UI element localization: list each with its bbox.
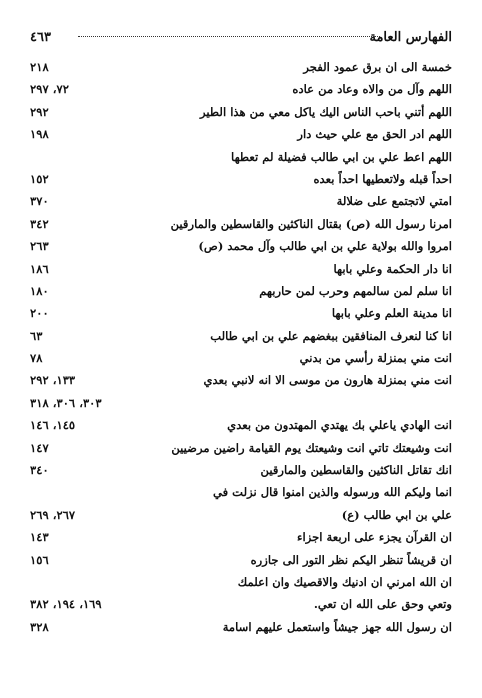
entry-pages: ١٨٠	[30, 283, 49, 298]
index-entry	[30, 414, 452, 436]
entry-text: اللهم وآل من والاه وعاد من عاده	[292, 82, 452, 97]
entry-text: اللهم اعط علي بن ابي طالب فضيلة لم تعطها	[231, 149, 452, 164]
entry-text: وتعي وحق على الله ان تعي.	[313, 597, 452, 612]
index-entry	[30, 146, 452, 168]
header-dot-leader	[78, 36, 380, 37]
entry-text: انت الهادي ياعلي بك يهتدي المهتدون من بعدي	[227, 418, 452, 433]
entry-pages: ٦٣	[30, 328, 43, 343]
header-title: الفهارس العامة	[369, 29, 452, 45]
index-entry	[30, 459, 452, 481]
entry-pages: ٢٦٧، ٢٦٩	[30, 507, 76, 522]
entry-pages: ٢١٨	[30, 60, 49, 74]
entry-text: امتي لاتجتمع على ضلالة	[336, 194, 452, 209]
index-entry	[30, 101, 452, 123]
index-entry	[30, 571, 452, 593]
index-entry	[30, 280, 452, 302]
index-entry	[30, 437, 452, 459]
index-entry	[30, 258, 452, 280]
entry-pages: ٣٧٠	[30, 194, 49, 209]
entry-text: ان الله امرني ان ادنيك والاقصيك وان اعلمك	[237, 574, 452, 589]
entry-pages: ١٦٩، ١٩٤، ٣٨٢	[30, 597, 102, 612]
entry-text: انت مني بمنزلة رأسي من بدني	[299, 351, 452, 366]
entry-pages: ٣٢٨	[30, 619, 49, 634]
entry-text: ان القرآن يجزء على اربعة اجزاء	[297, 530, 452, 545]
entry-pages: ٢٦٣	[30, 239, 49, 254]
index-entry	[30, 78, 452, 100]
entry-pages: ١٤٧	[30, 440, 49, 455]
entry-pages: ٣٤٠	[30, 463, 49, 478]
running-header	[30, 28, 452, 46]
index-entry	[30, 123, 452, 145]
entry-text: امرنا رسول الله (ص) بقتال الناكثين والقاسطين والمارقين	[170, 216, 452, 231]
index-entry	[30, 168, 452, 190]
entry-text: انا دار الحكمة وعلي بابها	[333, 261, 452, 276]
entry-pages: ١٤٣	[30, 530, 49, 545]
entry-pages: ١٥٢	[30, 171, 49, 186]
entry-text: انا مدينة العلم وعلي بابها	[331, 306, 452, 321]
entry-text: انما وليكم الله ورسوله والذين امنوا قال نزلت في	[212, 485, 452, 500]
entry-text: امروا والله بولاية علي بن ابي طالب وآل محمد (ص)	[198, 239, 452, 254]
entry-pages: ١٥٦	[30, 552, 49, 567]
entry-pages: ١٩٨	[30, 127, 49, 142]
index-entry	[30, 549, 452, 571]
entry-text: انت وشيعتك تاتي انت وشيعتك يوم القيامة راضين مرضيين	[171, 440, 452, 455]
entry-text: اللهم ادر الحق مع علي حيث دار	[297, 127, 452, 142]
entry-pages: ٢٩٢	[30, 104, 49, 119]
entry-text: انك تقاتل الناكثين والقاسطين والمارقين	[260, 463, 452, 478]
index-entry	[30, 213, 452, 235]
entry-pages: ١٣٣، ٢٩٢	[30, 373, 76, 388]
entry-pages: ٣٤٢	[30, 216, 49, 231]
entry-text: ان رسول الله جهز جيشاً واستعمل عليهم اسامة	[222, 619, 452, 634]
index-entry	[30, 392, 452, 414]
entry-text: انا كنا لنعرف المنافقين ببغضهم علي بن ابي طالب	[210, 328, 452, 343]
index-entry	[30, 302, 452, 324]
index-entry	[30, 369, 452, 391]
entry-text: اللهم أتني باحب الناس اليك ياكل معي من هذا الطير	[200, 104, 452, 119]
entry-pages: ٧٨	[30, 351, 43, 366]
entry-text: انت مني بمنزلة هارون من موسى الا انه لانبي بعدي	[203, 373, 452, 388]
index-entry	[30, 325, 452, 347]
index-entry	[30, 593, 452, 615]
index-entry	[30, 235, 452, 257]
index-entry	[30, 190, 452, 212]
index-entry	[30, 56, 452, 78]
index-entry	[30, 526, 452, 548]
entry-text: خمسة الى ان برق عمود الفجر	[303, 60, 452, 74]
index-entry	[30, 481, 452, 503]
entry-pages: ٣٠٣، ٣٠٦، ٣١٨	[30, 395, 102, 410]
entry-text: ان قريشاً تنظر اليكم نظر التور الى جازره	[250, 552, 452, 567]
index-entry	[30, 347, 452, 369]
entry-pages: ٢٠٠	[30, 306, 49, 321]
entry-text: احداً قبله ولاتعطيها احداً بعده	[313, 171, 452, 186]
header-page-number: ٤٦٣	[30, 29, 51, 45]
entry-pages: ١٤٥، ١٤٦	[30, 418, 76, 433]
entry-text: انا سلم لمن سالمهم وحرب لمن حاربهم	[259, 283, 452, 298]
entry-text: علي بن ابي طالب (ع)	[341, 507, 452, 522]
entry-pages: ١٨٦	[30, 261, 49, 276]
entry-pages: ٧٢، ٢٩٧	[30, 82, 69, 97]
index-entry	[30, 504, 452, 526]
index-entry	[30, 616, 452, 638]
index-list	[30, 56, 452, 638]
